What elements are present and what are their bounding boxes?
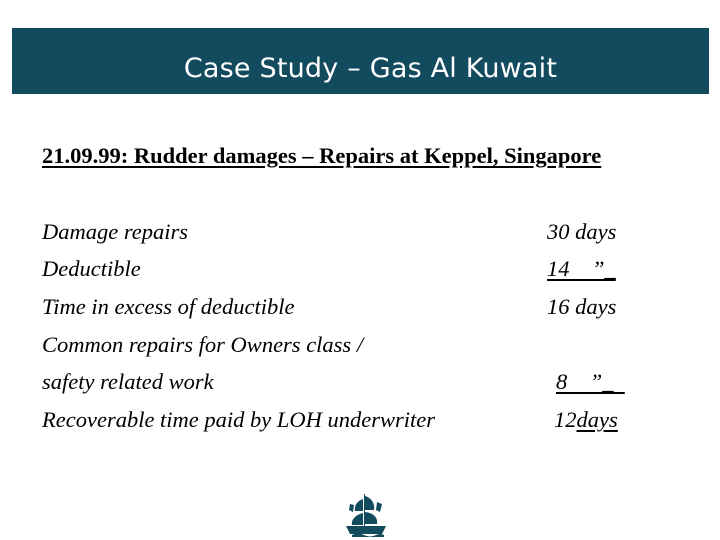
row-value-deductible: 14 ”_: [547, 256, 616, 281]
row-value-time-in-excess: 16 days: [547, 294, 617, 319]
title-bar: [12, 28, 709, 94]
slide-title: Case Study – Gas Al Kuwait: [183, 53, 558, 84]
row-value-safety-work: 8 ”_: [556, 369, 625, 394]
row-value-recoverable-time: [554, 407, 618, 433]
row-label-time-in-excess: Time in excess of deductible: [42, 294, 295, 319]
recoverable-days-unit: days: [576, 407, 618, 432]
row-label-deductible: Deductible: [42, 256, 141, 281]
row-label-common-repairs: Common repairs for Owners class /: [42, 332, 364, 357]
row-label-safety-work: safety related work: [42, 369, 214, 394]
recoverable-days-number: 12: [554, 407, 577, 432]
case-heading: 21.09.99: Rudder damages – Repairs at Keppel, Singapore: [42, 143, 602, 168]
row-label-recoverable-time: Recoverable time paid by LOH underwriter: [42, 407, 436, 432]
row-label-damage-repairs: Damage repairs: [42, 219, 189, 244]
row-value-damage-repairs: 30 days: [547, 219, 617, 244]
ship-logo-icon: [344, 492, 388, 538]
